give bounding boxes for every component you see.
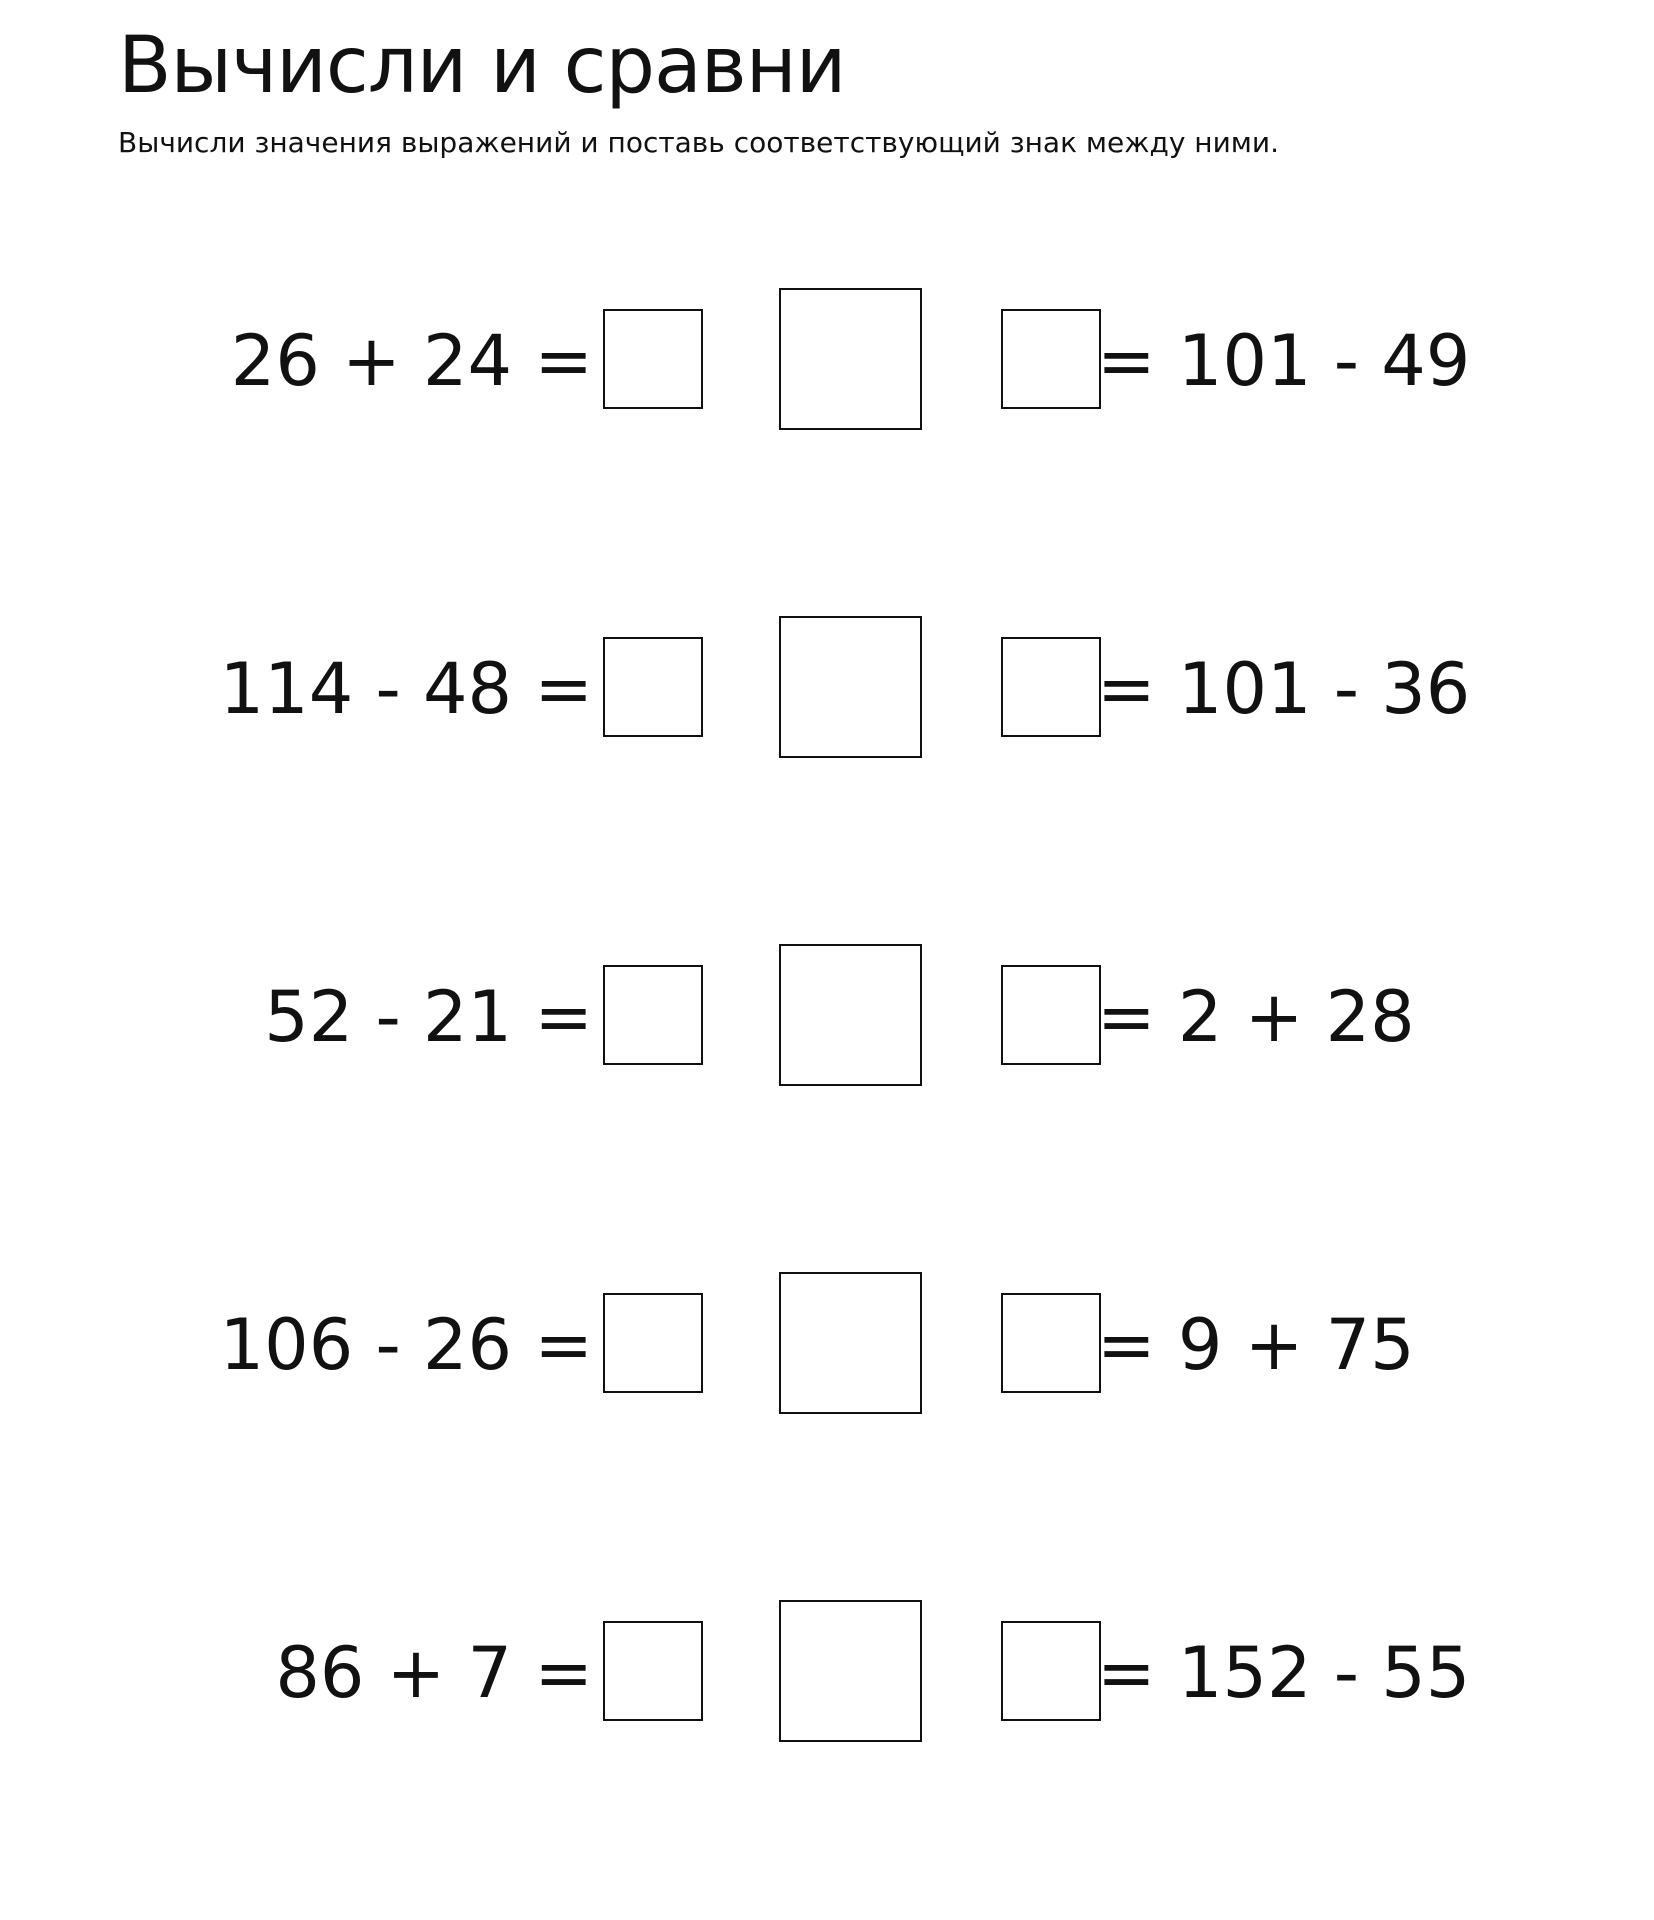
comparison-sign-box[interactable] — [779, 288, 922, 430]
comparison-sign-box[interactable] — [779, 1272, 922, 1414]
left-answer-box[interactable] — [603, 309, 703, 409]
comparison-sign-box[interactable] — [779, 1600, 922, 1742]
comparison-sign-box[interactable] — [779, 616, 922, 758]
left-expression: 52 - 21 = — [264, 976, 593, 1058]
right-expression: = 152 - 55 — [1097, 1632, 1471, 1714]
left-expression: 26 + 24 = — [230, 320, 593, 402]
right-expression: = 101 - 36 — [1097, 648, 1471, 730]
right-answer-box[interactable] — [1001, 965, 1101, 1065]
left-answer-box[interactable] — [603, 1621, 703, 1721]
right-answer-box[interactable] — [1001, 637, 1101, 737]
left-answer-box[interactable] — [603, 965, 703, 1065]
right-answer-box[interactable] — [1001, 309, 1101, 409]
left-answer-box[interactable] — [603, 1293, 703, 1393]
right-expression: = 101 - 49 — [1097, 320, 1471, 402]
exercise-row-3 — [0, 944, 1654, 1086]
right-expression: = 2 + 28 — [1097, 976, 1415, 1058]
exercise-row-5 — [0, 1600, 1654, 1742]
left-expression: 106 - 26 = — [219, 1304, 593, 1386]
right-expression: = 9 + 75 — [1097, 1304, 1415, 1386]
exercise-row-1 — [0, 288, 1654, 430]
left-expression: 114 - 48 = — [219, 648, 593, 730]
left-answer-box[interactable] — [603, 637, 703, 737]
exercise-row-4 — [0, 1272, 1654, 1414]
exercise-row-2 — [0, 616, 1654, 758]
right-answer-box[interactable] — [1001, 1621, 1101, 1721]
page-title: Вычисли и сравни — [118, 21, 846, 111]
comparison-sign-box[interactable] — [779, 944, 922, 1086]
right-answer-box[interactable] — [1001, 1293, 1101, 1393]
instruction-text: Вычисли значения выражений и поставь соответствующий знак между ними. — [118, 126, 1280, 159]
left-expression: 86 + 7 = — [275, 1632, 593, 1714]
